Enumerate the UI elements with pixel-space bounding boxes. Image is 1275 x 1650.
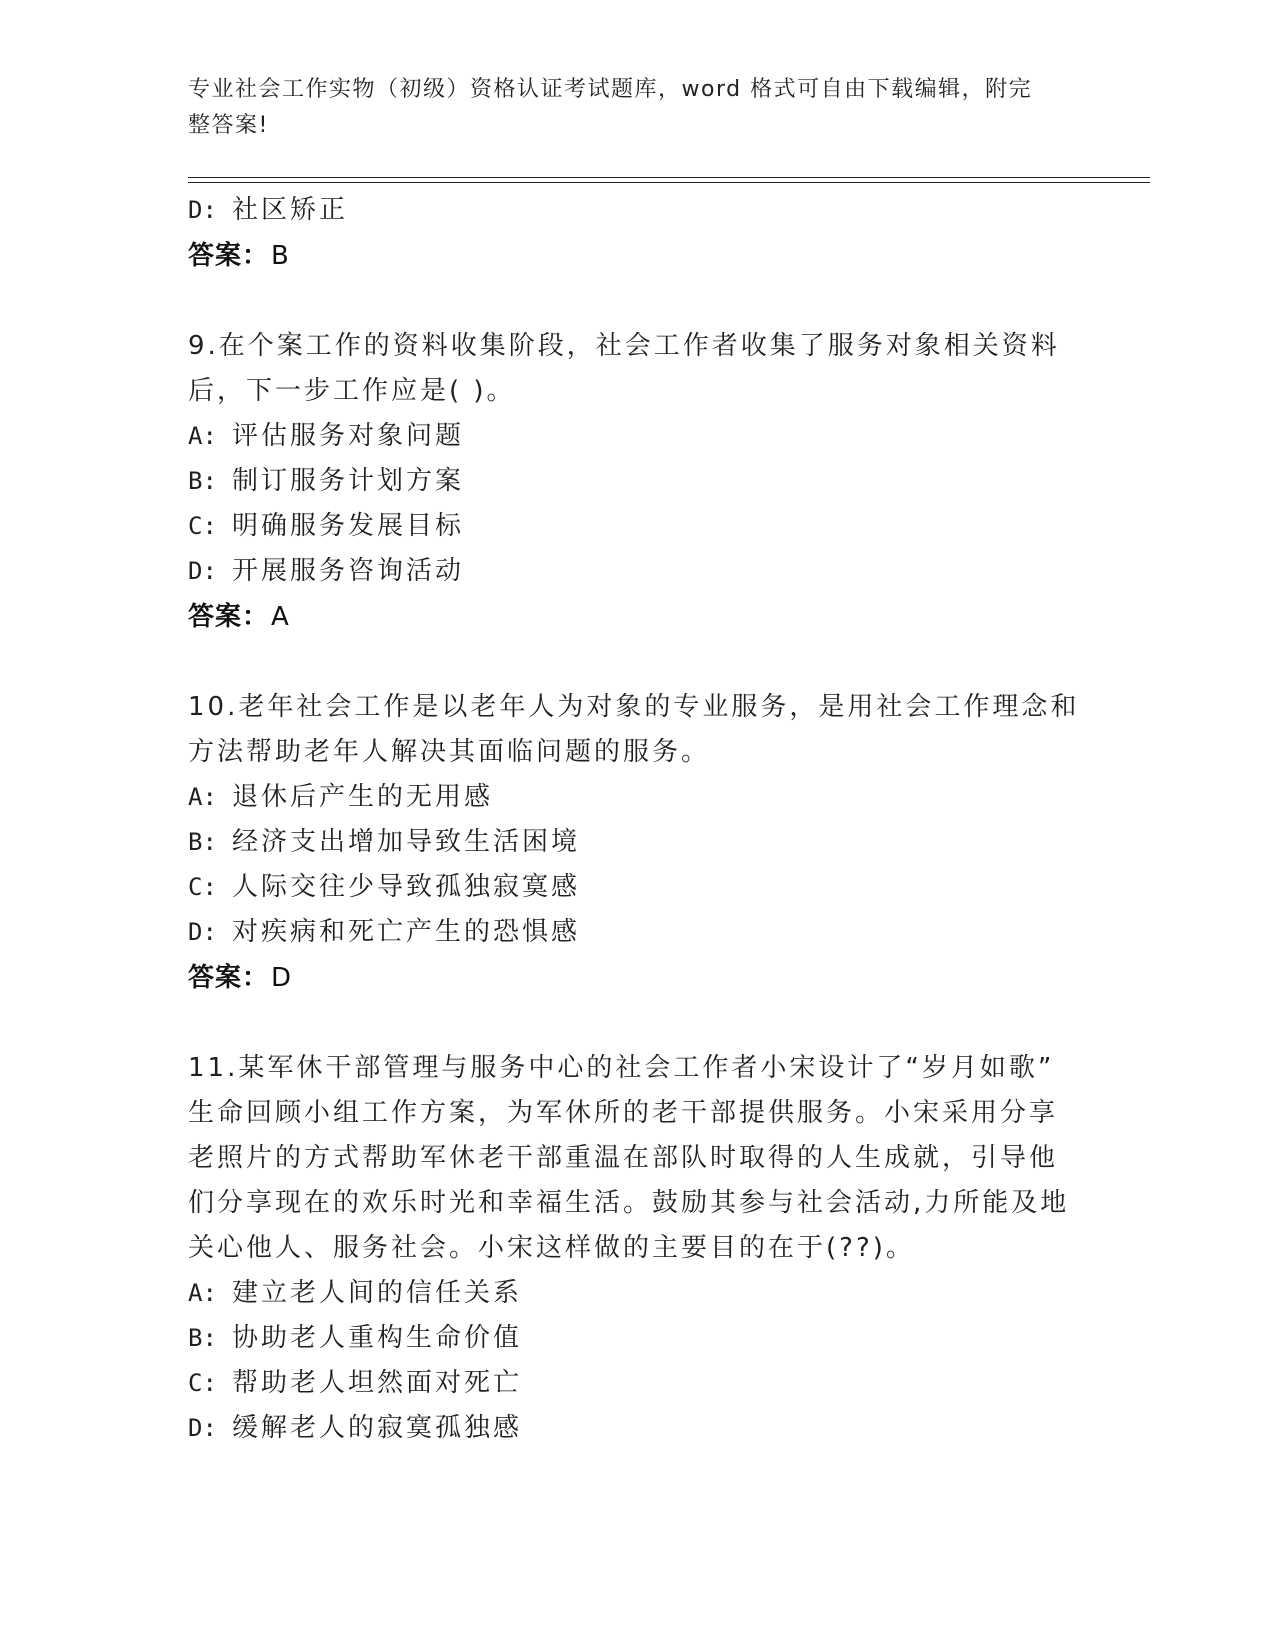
question-text-line: 老照片的方式帮助军休老干部重温在部队时取得的人生成就，引导他 xyxy=(188,1143,1059,1173)
option-letter: D: xyxy=(188,918,217,946)
option-letter: C: xyxy=(188,512,217,540)
question-9 xyxy=(188,324,1088,640)
question-text-line: 11.某军休干部管理与服务中心的社会工作者小宋设计了“岁月如歌” xyxy=(188,1053,1055,1083)
option-d xyxy=(188,910,1088,955)
option-c xyxy=(188,1361,1088,1406)
option-letter: B: xyxy=(188,828,217,856)
option-letter: C: xyxy=(188,1369,217,1397)
option-text: 协助老人重构生命价值 xyxy=(232,1323,523,1353)
answer-value: A xyxy=(271,602,290,632)
answer xyxy=(188,594,1088,640)
option-text: 对疾病和死亡产生的恐惧感 xyxy=(232,917,581,947)
option-text: 经济支出增加导致生活困境 xyxy=(232,827,581,857)
option-letter: A: xyxy=(188,422,217,450)
option-letter: C: xyxy=(188,873,217,901)
option-b xyxy=(188,1316,1088,1361)
option-text: 制订服务计划方案 xyxy=(232,466,465,496)
option-a xyxy=(188,775,1088,820)
option-text: 明确服务发展目标 xyxy=(232,511,465,541)
answer-label: 答案： xyxy=(188,602,270,632)
answer-value: D xyxy=(271,963,293,993)
option-letter: D: xyxy=(188,557,217,585)
question-text-line: 们分享现在的欢乐时光和幸福生活。鼓励其参与社会活动,力所能及地 xyxy=(188,1188,1070,1218)
option-text: 建立老人间的信任关系 xyxy=(232,1278,523,1308)
prev-answer xyxy=(188,233,1088,279)
spacer xyxy=(188,640,1088,685)
option-c xyxy=(188,865,1088,910)
option-text: 缓解老人的寂寞孤独感 xyxy=(232,1413,523,1443)
option-text: 开展服务咨询活动 xyxy=(232,556,465,586)
option-letter: B: xyxy=(188,467,217,495)
question-10 xyxy=(188,685,1088,1001)
option-d xyxy=(188,1406,1088,1451)
option-c xyxy=(188,504,1088,549)
answer-label: 答案： xyxy=(188,963,270,993)
header-rule-bottom xyxy=(188,182,1150,183)
question-content xyxy=(188,188,1088,1451)
option-text: 退休后产生的无用感 xyxy=(232,782,494,812)
question-text-line: 关心他人、服务社会。小宋这样做的主要目的在于(??)。 xyxy=(188,1233,915,1263)
question-text-line: 生命回顾小组工作方案，为军休所的老干部提供服务。小宋采用分享 xyxy=(188,1098,1059,1128)
question-text-line: 9.在个案工作的资料收集阶段，社会工作者收集了服务对象相关资料 xyxy=(188,331,1060,361)
spacer xyxy=(188,1001,1088,1046)
option-b xyxy=(188,820,1088,865)
option-letter: D: xyxy=(188,1414,217,1442)
header-rule-top xyxy=(188,177,1150,178)
header-line-2: 整答案! xyxy=(188,113,269,138)
option-letter: D: xyxy=(188,196,217,224)
option-text: 社区矫正 xyxy=(232,195,349,225)
header-line-1: 专业社会工作实物（初级）资格认证考试题库，word 格式可自由下载编辑，附完 xyxy=(188,77,1033,102)
option-letter: B: xyxy=(188,1324,217,1352)
answer-label: 答案： xyxy=(188,241,270,271)
option-text: 评估服务对象问题 xyxy=(232,421,465,451)
spacer xyxy=(188,279,1088,324)
answer-value: B xyxy=(271,241,290,271)
answer xyxy=(188,955,1088,1001)
question-text-line: 方法帮助老年人解决其面临问题的服务。 xyxy=(188,737,711,767)
option-a xyxy=(188,414,1088,459)
option-b xyxy=(188,459,1088,504)
question-text-line: 10.老年社会工作是以老年人为对象的专业服务，是用社会工作理念和 xyxy=(188,692,1080,722)
question-text-line: 后，下一步工作应是( )。 xyxy=(188,376,516,406)
option-letter: A: xyxy=(188,1279,217,1307)
option-letter: A: xyxy=(188,783,217,811)
question-11 xyxy=(188,1046,1088,1451)
prev-option-d xyxy=(188,188,1088,233)
option-d xyxy=(188,549,1088,594)
option-text: 人际交往少导致孤独寂寞感 xyxy=(232,872,581,902)
option-a xyxy=(188,1271,1088,1316)
page-header xyxy=(188,72,1068,144)
option-text: 帮助老人坦然面对死亡 xyxy=(232,1368,523,1398)
